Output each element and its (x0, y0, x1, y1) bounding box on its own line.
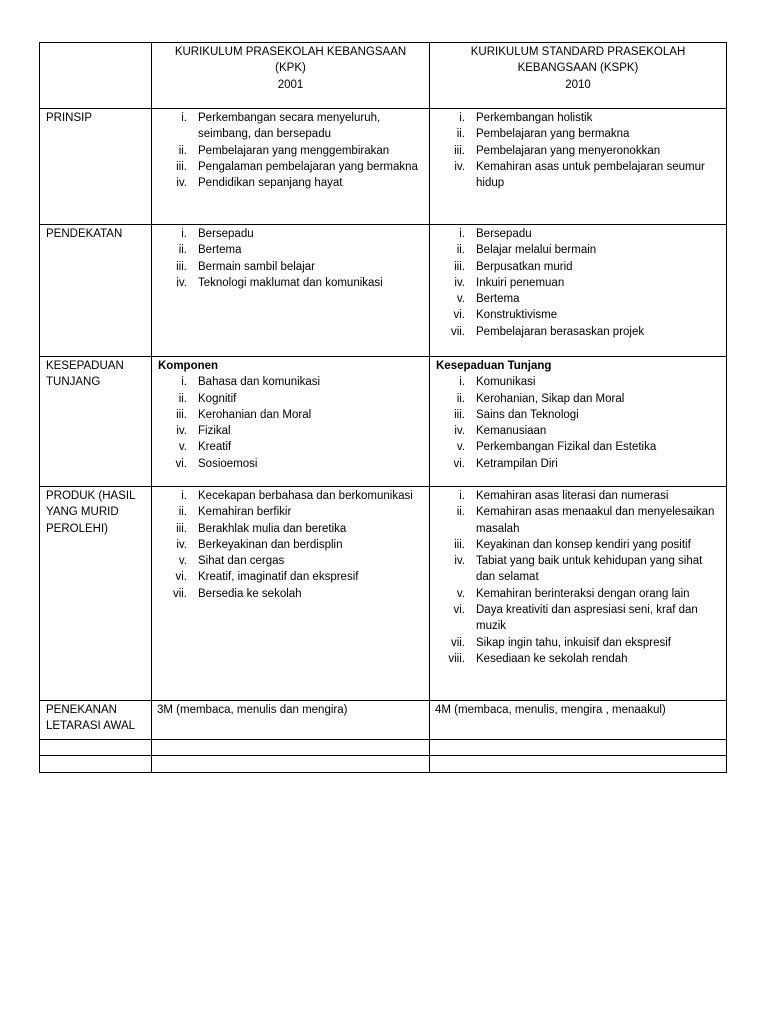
kpk-list (157, 374, 424, 472)
list-item (157, 553, 424, 569)
list-item (157, 242, 424, 258)
list-item (157, 423, 424, 439)
list-item (435, 126, 721, 142)
item-number: iv. (454, 276, 465, 289)
item-text: Konstruktivisme (476, 309, 558, 322)
item-text: Kerohanian, Sikap dan Moral (476, 392, 625, 405)
kpk-list (157, 110, 424, 191)
list-item (435, 307, 721, 323)
item-number: ii. (178, 392, 187, 405)
item-number: v. (178, 441, 187, 454)
row-label: PENEKANAN LETARASI AWAL (40, 701, 152, 740)
item-number: i. (181, 228, 187, 240)
kspk-cell (430, 109, 727, 225)
kspk-list (435, 488, 721, 667)
item-text: Perkembangan Fizikal dan Estetika (476, 441, 657, 454)
list-item (435, 143, 721, 159)
item-text: Perkembangan secara menyeluruh, seimbang, dan bersepadu (198, 112, 381, 141)
item-text: Bahasa dan komunikasi (198, 376, 321, 389)
item-text: Kemahiran berinteraksi dengan orang lain (476, 587, 690, 600)
row-label: PRODUK (HASIL YANG MURID PEROLEHI) (40, 487, 152, 701)
item-text: Kesediaan ke sekolah rendah (476, 652, 628, 665)
list-item (157, 504, 424, 520)
list-item (435, 291, 721, 307)
item-text: Sains dan Teknologi (476, 408, 579, 421)
header-kpk-line: KURIKULUM PRASEKOLAH KEBANGSAAN (174, 46, 407, 58)
item-number: i. (459, 376, 465, 389)
kspk-cell (430, 357, 727, 487)
list-item (435, 553, 721, 586)
list-item (157, 159, 424, 175)
item-number: vii. (450, 636, 465, 649)
item-number: vi. (453, 309, 465, 322)
list-item (157, 521, 424, 537)
list-item (157, 374, 424, 390)
item-number: ii. (456, 128, 465, 141)
item-text: Kecekapan berbahasa dan berkomunikasi (198, 490, 413, 502)
row-kesepaduan-tunjang (40, 357, 727, 487)
item-number: ii. (178, 144, 187, 157)
list-item (435, 651, 721, 667)
item-number: iii. (176, 260, 187, 273)
item-number: i. (181, 376, 187, 389)
item-number: i. (459, 112, 465, 124)
empty-cell (430, 739, 727, 755)
item-number: vi. (175, 457, 187, 470)
item-number: ii. (178, 244, 187, 257)
empty-cell (152, 755, 430, 772)
item-text: Kognitif (198, 392, 237, 405)
item-text: Sihat dan cergas (198, 555, 285, 568)
list-item (435, 374, 721, 390)
item-number: v. (456, 441, 465, 454)
item-text: Tabiat yang baik untuk kehidupan yang sihat dan selamat (476, 555, 703, 584)
list-item (435, 407, 721, 423)
list-item (435, 324, 721, 340)
item-number: viii. (448, 652, 465, 665)
item-text: Berkeyakinan dan berdisplin (198, 538, 343, 551)
item-text: Pembelajaran yang menyeronokkan (476, 144, 661, 157)
item-text: Bertema (476, 293, 520, 306)
list-item (435, 635, 721, 651)
item-number: iv. (176, 538, 187, 551)
kspk-emphasis-text: 4M (membaca, menulis, mengira , menaakul) (430, 701, 727, 740)
list-item (157, 586, 424, 602)
item-text: Bersepadu (198, 228, 254, 240)
item-number: vi. (175, 571, 187, 584)
empty-cell (152, 739, 430, 755)
item-number: iv. (454, 160, 465, 173)
item-text: Keyakinan dan konsep kendiri yang positif (476, 538, 691, 551)
item-number: iv. (454, 425, 465, 438)
item-text: Daya kreativiti dan aspresiasi seni, kraf dan muzik (476, 604, 698, 633)
header-row (40, 43, 727, 109)
item-number: vii. (172, 587, 187, 600)
list-item (435, 391, 721, 407)
item-number: v. (456, 587, 465, 600)
header-kspk-line: 2010 (565, 78, 591, 91)
list-item (435, 110, 721, 126)
list-item (157, 275, 424, 291)
list-item (435, 259, 721, 275)
list-item (157, 143, 424, 159)
item-text: Berakhlak mulia dan beretika (198, 522, 347, 535)
list-item (157, 391, 424, 407)
item-number: iii. (454, 538, 465, 551)
item-text: Bermain sambil belajar (198, 260, 315, 273)
comparison-table (39, 42, 727, 773)
item-number: iii. (454, 260, 465, 273)
list-item (157, 439, 424, 455)
item-number: iii. (176, 522, 187, 535)
kspk-list (435, 374, 721, 472)
list-item (435, 602, 721, 635)
item-number: v. (178, 555, 187, 568)
item-text: Berpusatkan murid (476, 260, 573, 273)
item-text: Pengalaman pembelajaran yang bermakna (198, 160, 418, 173)
row-label: KESEPADUAN TUNJANG (40, 357, 152, 487)
item-text: Pembelajaran yang bermakna (476, 128, 630, 141)
item-number: vii. (450, 325, 465, 338)
header-kpk-line: (KPK) (275, 62, 306, 75)
header-kspk (430, 43, 727, 109)
item-text: Kreatif, imaginatif dan ekspresif (198, 571, 359, 584)
item-number: i. (181, 490, 187, 502)
kpk-cell (152, 225, 430, 357)
item-number: iv. (176, 177, 187, 190)
item-number: iii. (176, 408, 187, 421)
row-pendekatan (40, 225, 727, 357)
list-item (435, 423, 721, 439)
row-produk (40, 487, 727, 701)
kpk-cell (152, 357, 430, 487)
kspk-list (435, 226, 721, 340)
kspk-cell (430, 487, 727, 701)
item-text: Kreatif (198, 441, 232, 454)
empty-cell (40, 739, 152, 755)
item-text: Bertema (198, 244, 242, 257)
kspk-list (435, 110, 721, 191)
kpk-list (157, 488, 424, 602)
item-text: Kemanusiaan (476, 425, 547, 438)
item-text: Kemahiran asas literasi dan numerasi (476, 490, 669, 502)
item-text: Kemahiran asas untuk pembelajaran seumur hidup (476, 160, 705, 190)
row-label: PRINSIP (40, 109, 152, 225)
item-text: Bersedia ke sekolah (198, 587, 302, 600)
item-text: Komunikasi (476, 376, 536, 389)
item-text: Sikap ingin tahu, inkuisif dan ekspresif (476, 636, 671, 649)
item-number: ii. (456, 244, 465, 257)
list-item (435, 586, 721, 602)
list-item (157, 259, 424, 275)
list-item (435, 456, 721, 472)
item-number: iv. (176, 276, 187, 289)
item-number: i. (459, 490, 465, 502)
item-text: Pembelajaran berasaskan projek (476, 325, 645, 338)
list-item (435, 275, 721, 291)
item-number: ii. (456, 506, 465, 519)
list-item (435, 504, 721, 537)
item-number: i. (459, 228, 465, 240)
kpk-emphasis-text: 3M (membaca, menulis dan mengira) (152, 701, 430, 740)
item-number: vi. (453, 457, 465, 470)
empty-cell (40, 755, 152, 772)
section-title: Komponen (158, 360, 219, 372)
list-item (157, 488, 424, 504)
empty-row (40, 739, 727, 755)
header-kpk (152, 43, 430, 109)
row-penekanan (40, 701, 727, 740)
header-kspk-line: KEBANGSAAN (KSPK) (517, 62, 639, 75)
list-item (157, 175, 424, 191)
item-text: Kemahiran berfikir (198, 506, 292, 519)
item-number: v. (456, 293, 465, 306)
list-item (435, 159, 721, 192)
list-item (435, 439, 721, 455)
empty-row (40, 755, 727, 772)
list-item (435, 226, 721, 242)
kspk-cell (430, 225, 727, 357)
item-text: Perkembangan holistik (476, 112, 593, 124)
item-text: Pendidikan sepanjang hayat (198, 177, 343, 190)
item-number: iii. (454, 408, 465, 421)
list-item (157, 456, 424, 472)
item-number: iii. (454, 144, 465, 157)
section-title: Kesepaduan Tunjang (436, 360, 552, 372)
list-item (435, 488, 721, 504)
list-item (157, 226, 424, 242)
kpk-cell (152, 109, 430, 225)
item-number: vi. (453, 604, 465, 617)
header-kspk-line: KURIKULUM STANDARD PRASEKOLAH (470, 46, 686, 58)
item-text: Teknologi maklumat dan komunikasi (198, 276, 383, 289)
item-number: iv. (176, 425, 187, 438)
item-text: Bersepadu (476, 228, 532, 240)
item-text: Fizikal (198, 425, 231, 438)
item-text: Belajar melalui bermain (476, 244, 597, 257)
item-number: iv. (454, 555, 465, 568)
list-item (157, 407, 424, 423)
kpk-list (157, 226, 424, 291)
item-number: ii. (456, 392, 465, 405)
list-item (435, 242, 721, 258)
item-number: iii. (176, 160, 187, 173)
header-kpk-line: 2001 (277, 78, 304, 91)
header-cell-empty (40, 43, 152, 109)
item-text: Inkuiri penemuan (476, 276, 565, 289)
list-item (157, 537, 424, 553)
row-prinsip (40, 109, 727, 225)
item-text: Sosioemosi (198, 457, 258, 470)
item-text: Pembelajaran yang menggembirakan (198, 144, 390, 157)
list-item (157, 110, 424, 143)
item-number: i. (181, 112, 187, 124)
empty-cell (430, 755, 727, 772)
row-label: PENDEKATAN (40, 225, 152, 357)
kpk-cell (152, 487, 430, 701)
item-text: Kerohanian dan Moral (198, 408, 312, 421)
item-number: ii. (178, 506, 187, 519)
item-text: Kemahiran asas menaakul dan menyelesaikan masalah (476, 506, 715, 535)
list-item (157, 569, 424, 585)
list-item (435, 537, 721, 553)
item-text: Ketrampilan Diri (476, 457, 558, 470)
